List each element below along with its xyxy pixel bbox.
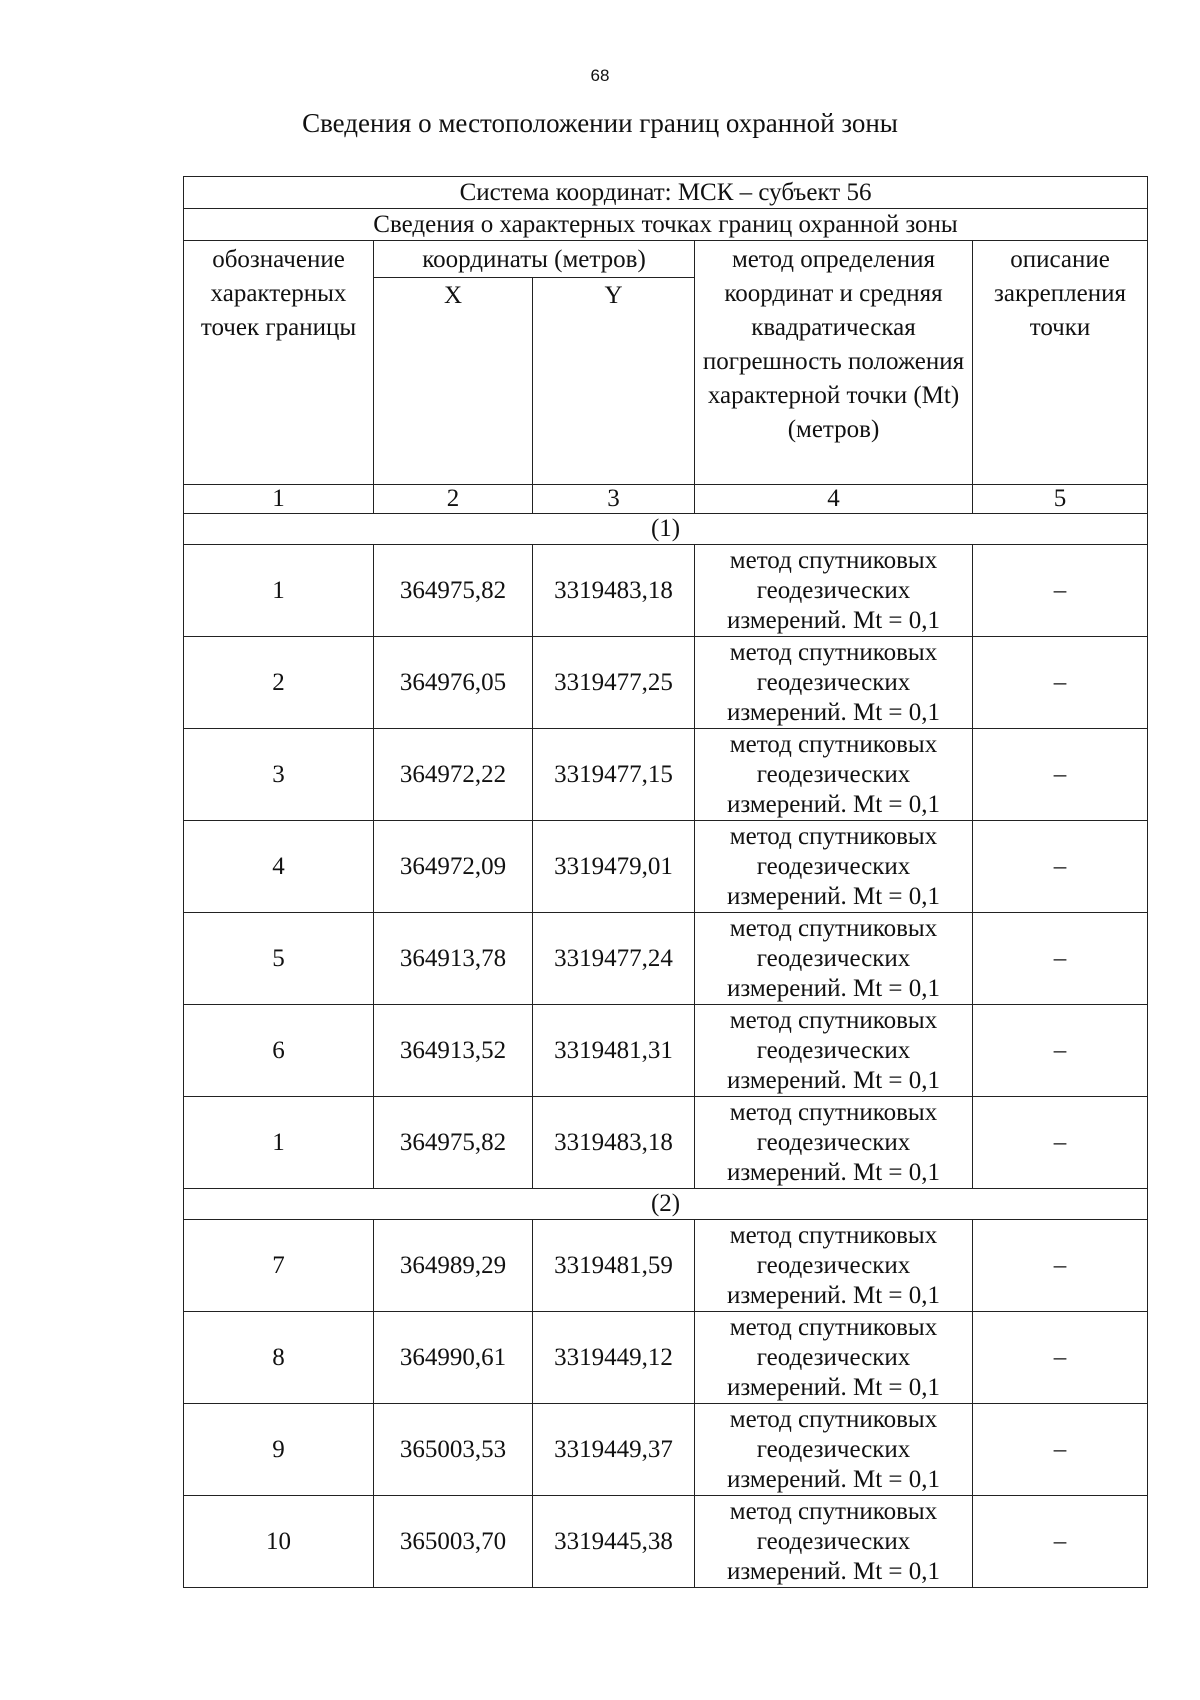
y-coordinate-cell: 3319481,59 bbox=[533, 1220, 695, 1312]
header-point-designation: обозначение характерных точек границы bbox=[184, 241, 374, 485]
coord-system-header: Система координат: МСК – субъект 56 bbox=[184, 177, 1148, 209]
point-cell: 4 bbox=[184, 821, 374, 913]
y-coordinate-cell: 3319483,18 bbox=[533, 545, 695, 637]
x-coordinate-cell: 364975,82 bbox=[374, 545, 533, 637]
x-coordinate-cell: 365003,70 bbox=[374, 1496, 533, 1588]
table-row bbox=[184, 545, 1148, 637]
fixing-cell: – bbox=[973, 821, 1148, 913]
point-cell: 6 bbox=[184, 1005, 374, 1097]
page-number: 68 bbox=[590, 66, 610, 85]
table-row bbox=[184, 821, 1148, 913]
column-number: 5 bbox=[973, 485, 1148, 514]
x-coordinate-cell: 364972,09 bbox=[374, 821, 533, 913]
y-coordinate-cell: 3319449,37 bbox=[533, 1404, 695, 1496]
column-number: 1 bbox=[184, 485, 374, 514]
method-cell: метод спутниковых геодезических измерений. Mt = 0,1 bbox=[695, 1097, 973, 1189]
point-cell: 1 bbox=[184, 1097, 374, 1189]
fixing-cell: – bbox=[973, 729, 1148, 821]
header-y: Y bbox=[533, 278, 695, 485]
fixing-cell: – bbox=[973, 1220, 1148, 1312]
point-cell: 8 bbox=[184, 1312, 374, 1404]
table-row bbox=[184, 1005, 1148, 1097]
fixing-cell: – bbox=[973, 1496, 1148, 1588]
group-row bbox=[184, 514, 1148, 545]
table-row bbox=[184, 729, 1148, 821]
section-title-header: Сведения о характерных точках границ охранной зоны bbox=[184, 209, 1148, 241]
point-cell: 10 bbox=[184, 1496, 374, 1588]
method-cell: метод спутниковых геодезических измерений. Mt = 0,1 bbox=[695, 1404, 973, 1496]
table-row bbox=[184, 913, 1148, 1005]
column-number: 4 bbox=[695, 485, 973, 514]
x-coordinate-cell: 365003,53 bbox=[374, 1404, 533, 1496]
x-coordinate-cell: 364990,61 bbox=[374, 1312, 533, 1404]
fixing-cell: – bbox=[973, 1312, 1148, 1404]
group-label: (1) bbox=[184, 514, 1148, 545]
page-title: Сведения о местоположении границ охранной зоны bbox=[302, 108, 898, 138]
x-coordinate-cell: 364989,29 bbox=[374, 1220, 533, 1312]
y-coordinate-cell: 3319477,24 bbox=[533, 913, 695, 1005]
header-fixing-description: описание закрепления точки bbox=[973, 241, 1148, 485]
table-row bbox=[184, 1220, 1148, 1312]
group-row bbox=[184, 1189, 1148, 1220]
point-cell: 1 bbox=[184, 545, 374, 637]
boundary-points-table bbox=[183, 176, 1148, 1588]
y-coordinate-cell: 3319481,31 bbox=[533, 1005, 695, 1097]
fixing-cell: – bbox=[973, 1097, 1148, 1189]
table-row bbox=[184, 1496, 1148, 1588]
y-coordinate-cell: 3319477,15 bbox=[533, 729, 695, 821]
header-method: метод определения координат и средняя квадратическая погрешность положения характерной точки (Mt) (метров) bbox=[695, 241, 973, 485]
point-cell: 2 bbox=[184, 637, 374, 729]
method-cell: метод спутниковых геодезических измерений. Mt = 0,1 bbox=[695, 913, 973, 1005]
y-coordinate-cell: 3319479,01 bbox=[533, 821, 695, 913]
method-cell: метод спутниковых геодезических измерений. Mt = 0,1 bbox=[695, 1312, 973, 1404]
column-number: 2 bbox=[374, 485, 533, 514]
fixing-cell: – bbox=[973, 545, 1148, 637]
x-coordinate-cell: 364976,05 bbox=[374, 637, 533, 729]
point-cell: 5 bbox=[184, 913, 374, 1005]
table-row bbox=[184, 1312, 1148, 1404]
header-x: X bbox=[374, 278, 533, 485]
x-coordinate-cell: 364913,52 bbox=[374, 1005, 533, 1097]
x-coordinate-cell: 364972,22 bbox=[374, 729, 533, 821]
fixing-cell: – bbox=[973, 913, 1148, 1005]
method-cell: метод спутниковых геодезических измерений. Mt = 0,1 bbox=[695, 729, 973, 821]
y-coordinate-cell: 3319449,12 bbox=[533, 1312, 695, 1404]
point-cell: 7 bbox=[184, 1220, 374, 1312]
fixing-cell: – bbox=[973, 637, 1148, 729]
method-cell: метод спутниковых геодезических измерений. Mt = 0,1 bbox=[695, 1220, 973, 1312]
fixing-cell: – bbox=[973, 1404, 1148, 1496]
point-cell: 3 bbox=[184, 729, 374, 821]
table-row bbox=[184, 1097, 1148, 1189]
method-cell: метод спутниковых геодезических измерений. Mt = 0,1 bbox=[695, 1496, 973, 1588]
method-cell: метод спутниковых геодезических измерений. Mt = 0,1 bbox=[695, 821, 973, 913]
y-coordinate-cell: 3319445,38 bbox=[533, 1496, 695, 1588]
y-coordinate-cell: 3319477,25 bbox=[533, 637, 695, 729]
header-coordinates: координаты (метров) bbox=[374, 241, 695, 278]
column-number: 3 bbox=[533, 485, 695, 514]
table-row bbox=[184, 637, 1148, 729]
fixing-cell: – bbox=[973, 1005, 1148, 1097]
method-cell: метод спутниковых геодезических измерений. Mt = 0,1 bbox=[695, 637, 973, 729]
group-label: (2) bbox=[184, 1189, 1148, 1220]
x-coordinate-cell: 364913,78 bbox=[374, 913, 533, 1005]
point-cell: 9 bbox=[184, 1404, 374, 1496]
x-coordinate-cell: 364975,82 bbox=[374, 1097, 533, 1189]
y-coordinate-cell: 3319483,18 bbox=[533, 1097, 695, 1189]
method-cell: метод спутниковых геодезических измерений. Mt = 0,1 bbox=[695, 1005, 973, 1097]
method-cell: метод спутниковых геодезических измерений. Mt = 0,1 bbox=[695, 545, 973, 637]
table-row bbox=[184, 1404, 1148, 1496]
